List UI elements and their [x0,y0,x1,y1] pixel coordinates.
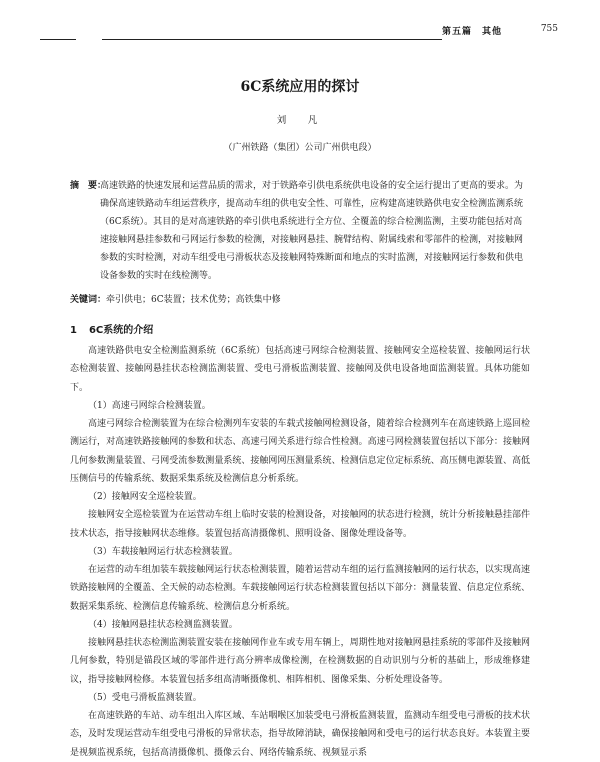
body-paragraph: 接触网悬挂状态检测监测装置安装在接触网作业车或专用车辆上，周期性地对接触网悬挂系统的零部件及接触网几何参数，特别是锚段区域的零部件进行高分辨率成像检测，在检测数据的自动识别与分析的基础上，形成维修建议，指导接触网检修。本装置包括多组高清晰摄像机、相阵相机、图像采集、分析处理设备等。 [70,638,530,685]
keywords-block [70,291,530,309]
page-number: 755 [540,24,558,34]
running-header [40,20,560,42]
subsection-title: （4）接触网悬挂状态检测监测装置。 [88,619,238,630]
body-paragraph: 在高速铁路的车站、动车组出入库区域、车站咽喉区加装受电弓滑板监测装置，监测动车组受电弓滑板的技术状态，及时发现运营动车组受电弓滑板的异常状态，指导故障消缺，确保接触网和受电弓的运行状态良好。本装置主要是视频监视系统，包括高清摄像机、摄像云台、网络传输系统、视频显示系 [70,711,530,758]
abstract-block [70,177,530,285]
header-rule-left [40,39,76,40]
paper-title: 6C系统应用的探讨 [240,79,360,95]
abstract-text: 高速铁路的快速发展和运营品质的需求，对于铁路牵引供电系统供电设备的安全运行提出了更高的要求。为确保高速铁路动车组运营秩序，提高动车组的供电安全性、可靠性，应构建高速铁路供电安全检测监测系统（6C系统）。其目的是对高速铁路的牵引供电系统进行全方位、全覆盖的综合检测监测，主要功能包括对高速接触网悬挂参数和弓网运行参数的检测，对接触网悬挂、腕臂结构、附属线索和零部件的检测，对接触网参数的实时检测，对动车组受电弓滑板状态及接触网特殊断面和地点的实时监测，对接触网运行参数和供电设备参数的实时在线检测等。 [100,181,524,281]
section-title: 6C系统的介绍 [88,325,154,336]
subsection-title: （1）高速弓网综合检测装置。 [88,400,211,411]
author-affiliation: （广州铁路（集团）公司广州供电段） [223,143,377,153]
header-rule-middle [102,39,442,40]
subsection-title: （2）接触网安全巡检装置。 [88,492,202,502]
author-name: 刘 凡 [276,115,324,126]
subsection-title: （5）受电弓滑板监测装置。 [88,692,202,703]
chapter-label: 第五篇 其他 [441,27,502,37]
body-paragraph: 接触网安全巡检装置为在运营动车组上临时安装的检测设备，对接触网的状态进行检测，统计分析接触悬挂部件技术状态，指导接触网状态维修。装置包括高清摄像机、照明设备、图像处理设备等。 [70,510,530,539]
keywords-label: 关键词： [70,295,107,305]
keywords-text: 牵引供电；6C装置；技术优势；高铁集中修 [106,295,281,305]
section-heading [70,321,153,336]
section-body [70,342,530,762]
body-paragraph: 高速弓网综合检测装置为在综合检测列车安装的车载式接触网检测设备，随着综合检测列车在高速铁路上巡回检测运行，对高速铁路接触网的参数和状态、高速弓网关系进行综合性检测。高速弓网检测装置包括以下部分：接触网几何参数测量装置、弓网受流参数测量系统、接触网网压测量系统、检测信息定位定标系统、高压侧电源装置、高低压侧信号的传输系统、数据采集系统及检测信息分析系统。 [70,419,530,484]
body-paragraph: 高速铁路供电安全检测监测系统（6C系统）包括高速弓网综合检测装置、接触网安全巡检装置、接触网运行状态检测装置、接触网悬挂状态检测监测装置、受电弓滑板监测装置、接触网及供电设备地面监测装置。具体功能如下。 [70,346,530,393]
body-paragraph: 在运营的动车组加装车载接触网运行状态检测装置，随着运营动车组的运行监测接触网的运行状态，以实现高速铁路接触网的全覆盖、全天候的动态检测。车载接触网运行状态检测装置包括以下部分：测量装置、信息定位系统、数据采集系统、检测信息传输系统、检测信息分析系统。 [70,565,530,612]
section-number: 1 [70,325,77,336]
subsection-title: （3）车载接触网运行状态检测装置。 [88,546,238,557]
abstract-label: 摘 要： [70,181,107,191]
